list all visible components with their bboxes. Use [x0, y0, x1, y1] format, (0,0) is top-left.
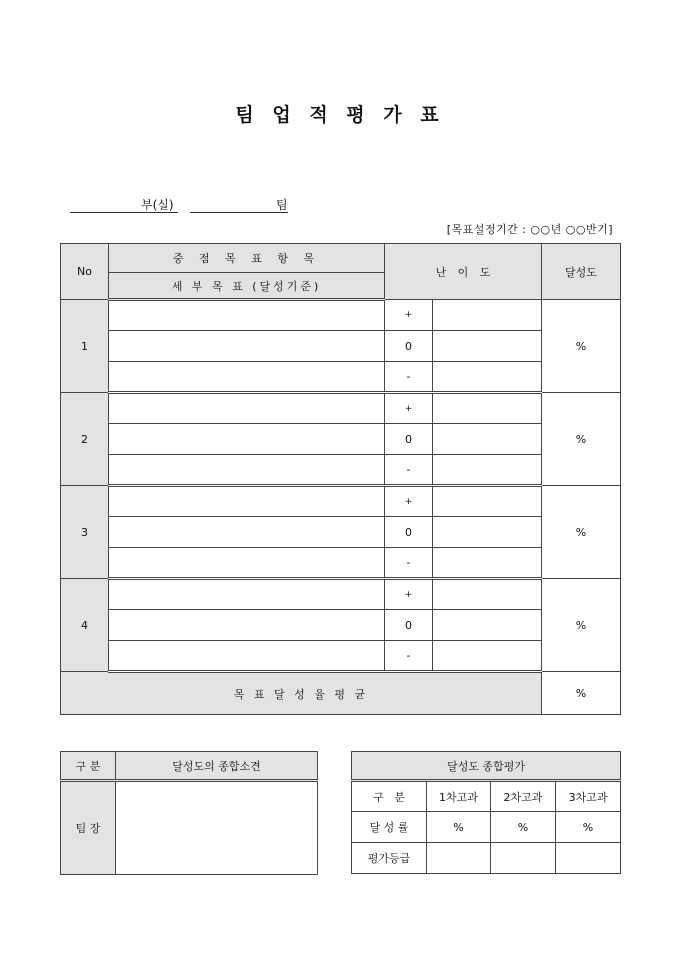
sub-goal-cell[interactable]: [109, 517, 385, 548]
sub-goal-cell[interactable]: [109, 362, 385, 393]
sub-goal-cell[interactable]: [109, 610, 385, 641]
opinion-table: [60, 751, 318, 875]
sub-goal-cell[interactable]: [109, 455, 385, 486]
difficulty-level: 0: [385, 424, 433, 455]
sub-goal-cell[interactable]: [109, 579, 385, 610]
difficulty-cell[interactable]: [433, 331, 542, 362]
difficulty-cell[interactable]: [433, 424, 542, 455]
difficulty-cell[interactable]: [433, 579, 542, 610]
difficulty-cell[interactable]: [433, 486, 542, 517]
row-grade: 평가등급: [352, 843, 427, 874]
sub-goal-cell[interactable]: [109, 424, 385, 455]
goal-table: [60, 243, 621, 715]
sub-goal-cell[interactable]: [109, 300, 385, 331]
difficulty-level: -: [385, 641, 433, 672]
difficulty-cell[interactable]: [433, 455, 542, 486]
header-difficulty: 난 이 도: [385, 244, 542, 300]
achievement-percent[interactable]: %: [542, 300, 621, 393]
difficulty-cell[interactable]: [433, 548, 542, 579]
group-no: 1: [61, 300, 109, 393]
rate-third[interactable]: %: [556, 812, 621, 843]
col-third-review: 3차고과: [556, 781, 621, 812]
rate-second[interactable]: %: [491, 812, 556, 843]
header-no: No: [61, 244, 109, 300]
rate-first[interactable]: %: [427, 812, 491, 843]
sub-goal-cell[interactable]: [109, 393, 385, 424]
group-no: 2: [61, 393, 109, 486]
header-category: 구 분: [61, 752, 116, 781]
difficulty-cell[interactable]: [433, 300, 542, 331]
average-percent[interactable]: %: [542, 672, 621, 715]
difficulty-level: +: [385, 300, 433, 331]
grade-second[interactable]: [491, 843, 556, 874]
header-goal-item: 중 점 목 표 항 목: [109, 244, 385, 273]
col-first-review: 1차고과: [427, 781, 491, 812]
difficulty-level: +: [385, 486, 433, 517]
group-no: 4: [61, 579, 109, 672]
opinion-cell[interactable]: [116, 781, 318, 875]
difficulty-level: 0: [385, 610, 433, 641]
page-title: 팀 업 적 평 가 표: [235, 104, 445, 126]
average-label: 목 표 달 성 율 평 균: [61, 672, 542, 715]
department-label: 부(실): [141, 198, 174, 212]
sub-goal-cell[interactable]: [109, 331, 385, 362]
grade-third[interactable]: [556, 843, 621, 874]
team-leader-label: 팀 장: [61, 781, 116, 875]
difficulty-level: +: [385, 393, 433, 424]
sub-goal-cell[interactable]: [109, 548, 385, 579]
overall-title: 달성도 종합평가: [352, 752, 621, 781]
difficulty-level: +: [385, 579, 433, 610]
difficulty-cell[interactable]: [433, 362, 542, 393]
row-achievement-rate: 달 성 률: [352, 812, 427, 843]
achievement-percent[interactable]: %: [542, 486, 621, 579]
difficulty-level: 0: [385, 517, 433, 548]
difficulty-cell[interactable]: [433, 517, 542, 548]
sub-goal-cell[interactable]: [109, 641, 385, 672]
col-category: 구 분: [352, 781, 427, 812]
difficulty-level: -: [385, 362, 433, 393]
header-opinion: 달성도의 종합소견: [116, 752, 318, 781]
overall-evaluation-table: [351, 751, 621, 874]
achievement-percent[interactable]: %: [542, 393, 621, 486]
col-second-review: 2차고과: [491, 781, 556, 812]
header-achievement: 달성도: [542, 244, 621, 300]
difficulty-cell[interactable]: [433, 610, 542, 641]
team-underline[interactable]: [190, 212, 288, 213]
difficulty-level: -: [385, 455, 433, 486]
grade-first[interactable]: [427, 843, 491, 874]
difficulty-level: 0: [385, 331, 433, 362]
achievement-percent[interactable]: %: [542, 579, 621, 672]
sub-goal-cell[interactable]: [109, 486, 385, 517]
header-sub-goal: 세 부 목 표 (달성기준): [109, 273, 385, 300]
team-label: 팀: [276, 198, 288, 212]
difficulty-level: -: [385, 548, 433, 579]
difficulty-cell[interactable]: [433, 393, 542, 424]
difficulty-cell[interactable]: [433, 641, 542, 672]
goal-period: [목표설정기간 : ○○년 ○○반기]: [446, 223, 613, 236]
group-no: 3: [61, 486, 109, 579]
